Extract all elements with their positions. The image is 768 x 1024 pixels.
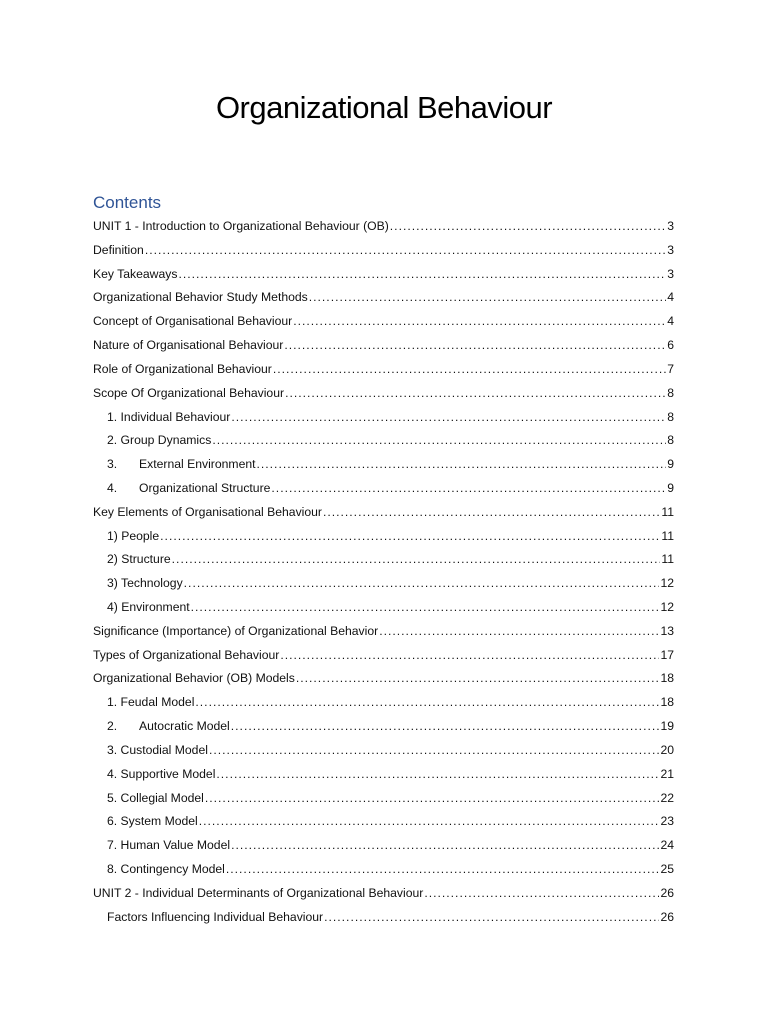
toc-entry[interactable] [93,599,674,623]
toc-entry-page: 26 [660,885,674,900]
toc-leader-dots [271,480,666,497]
toc-entry-page: 18 [660,671,674,686]
toc-entry[interactable] [93,337,674,361]
toc-entry-page: 4 [667,290,674,305]
toc-entry-page: 8 [667,433,674,448]
toc-entry-page: 24 [660,838,674,853]
toc-entry[interactable] [93,409,674,433]
toc-leader-dots [178,266,666,283]
toc-entry[interactable] [93,361,674,385]
toc-entry-page: 25 [660,861,674,876]
toc-entry[interactable] [93,670,674,694]
toc-entry[interactable] [93,909,674,933]
toc-entry-page: 4 [667,314,674,329]
toc-entry[interactable] [93,837,674,861]
toc-entry-text: Factors Influencing Individual Behaviour [107,909,324,924]
toc-leader-dots [226,861,660,878]
toc-leader-dots [293,313,666,330]
toc-leader-dots [284,337,666,354]
table-of-contents [93,218,674,932]
toc-entry-text: Nature of Organisational Behaviour [93,338,284,353]
toc-entry-page: 8 [667,409,674,424]
toc-entry-text: 4) Environment [107,600,190,614]
toc-entry[interactable] [93,790,674,814]
toc-entry[interactable] [93,766,674,790]
toc-entry[interactable] [93,861,674,885]
toc-entry-page: 18 [660,695,674,710]
toc-entry-page: 3 [667,219,674,233]
toc-leader-dots [324,909,659,926]
toc-entry-text: Types of Organizational Behaviour [93,647,280,662]
toc-leader-dots [379,623,659,640]
toc-entry-text: 3) Technology [107,576,183,591]
toc-entry-text: Definition [93,242,144,257]
toc-entry-text: Key Takeaways [93,266,178,281]
toc-entry[interactable] [93,266,674,290]
toc-entry-page: 22 [660,790,674,805]
contents-heading: Contents [93,193,162,212]
toc-leader-dots [184,575,660,592]
toc-entry[interactable] [93,647,674,671]
toc-entry-text: 8. Contingency Model [107,861,225,876]
toc-entry-page: 12 [660,600,674,614]
toc-entry-page: 23 [660,814,674,829]
toc-entry-page: 3 [667,266,674,281]
toc-entry-text: 1. Individual Behaviour [107,409,231,424]
toc-leader-dots [390,218,666,235]
toc-entry[interactable] [93,504,674,528]
toc-entry-text: Organizational Structure [139,480,271,495]
toc-leader-dots [205,790,660,807]
toc-entry-page: 11 [661,528,674,543]
toc-entry-text: Scope Of Organizational Behaviour [93,385,285,400]
toc-leader-dots [195,694,659,711]
toc-entry-page: 11 [661,552,674,567]
toc-entry[interactable] [93,289,674,313]
toc-entry-text: Significance (Importance) of Organizational Behavior [93,623,379,638]
toc-leader-dots [257,456,667,473]
toc-entry[interactable] [93,432,674,456]
toc-entry[interactable] [93,575,674,599]
toc-entry[interactable] [93,551,674,575]
toc-entry-page: 17 [660,647,674,662]
toc-leader-dots [280,647,659,664]
toc-entry-page: 9 [667,480,674,495]
toc-entry-number: 3. [107,457,118,472]
toc-entry[interactable] [93,242,674,266]
document-title: Organizational Behaviour [215,90,553,125]
toc-entry-text: 1) People [107,528,160,543]
toc-entry[interactable] [93,313,674,337]
toc-entry[interactable] [93,718,674,742]
toc-leader-dots [160,528,660,545]
toc-leader-dots [209,742,659,759]
toc-leader-dots [216,766,659,783]
toc-entry-text: 5. Collegial Model [107,790,204,805]
toc-entry-page: 12 [660,576,674,591]
toc-entry[interactable] [93,885,674,909]
toc-entry[interactable] [93,623,674,647]
toc-entry-text: External Environment [139,457,256,472]
toc-entry[interactable] [93,456,674,480]
toc-leader-dots [191,599,660,616]
toc-leader-dots [231,409,666,426]
toc-entry-page: 3 [667,242,674,257]
toc-entry-text: 1. Feudal Model [107,695,195,710]
toc-entry-page: 6 [667,338,674,353]
toc-entry[interactable] [93,480,674,504]
toc-entry-text: 3. Custodial Model [107,742,208,757]
toc-entry-text: 2) Structure [107,552,171,567]
toc-entry-text: UNIT 2 - Individual Determinants of Organizational Behaviour [93,885,424,900]
toc-entry-text: Concept of Organisational Behaviour [93,314,293,329]
toc-entry-text: 2. Group Dynamics [107,433,212,448]
toc-entry-page: 21 [660,766,674,781]
toc-entry-number: 4. [107,480,118,495]
toc-entry-page: 8 [667,385,674,400]
toc-entry-text: Key Elements of Organisational Behaviour [93,504,322,519]
toc-entry-page: 26 [660,909,674,924]
toc-entry-text: UNIT 1 - Introduction to Organizational Behaviour (OB) [93,219,389,233]
toc-leader-dots [309,289,666,306]
toc-entry-page: 13 [660,623,674,638]
toc-entry[interactable] [93,694,674,718]
toc-leader-dots [231,718,660,735]
toc-entry[interactable] [93,813,674,837]
toc-entry-page: 20 [660,742,674,757]
toc-entry-number: 2. [107,719,118,734]
toc-entry-page: 11 [661,504,674,519]
toc-entry-text: 6. System Model [107,814,198,829]
toc-leader-dots [212,432,666,449]
toc-entry[interactable] [93,218,674,242]
toc-entry[interactable] [93,385,674,409]
toc-entry-text: 7. Human Value Model [107,838,231,853]
toc-leader-dots [285,385,666,402]
toc-leader-dots [199,813,660,830]
toc-leader-dots [172,551,661,568]
toc-entry-page: 9 [667,457,674,472]
toc-entry-text: Role of Organizational Behaviour [93,361,272,376]
toc-entry-text: Autocratic Model [139,719,230,734]
toc-leader-dots [424,885,659,902]
toc-entry-text: Organizational Behavior Study Methods [93,290,308,305]
toc-leader-dots [296,670,660,687]
toc-entry[interactable] [93,742,674,766]
toc-leader-dots [145,242,666,259]
toc-leader-dots [273,361,666,378]
toc-leader-dots [323,504,660,521]
toc-leader-dots [231,837,659,854]
toc-entry-page: 19 [660,719,674,734]
toc-entry-page: 7 [667,361,674,376]
toc-entry-text: 4. Supportive Model [107,766,216,781]
toc-entry-text: Organizational Behavior (OB) Models [93,671,295,686]
toc-entry[interactable] [93,528,674,552]
